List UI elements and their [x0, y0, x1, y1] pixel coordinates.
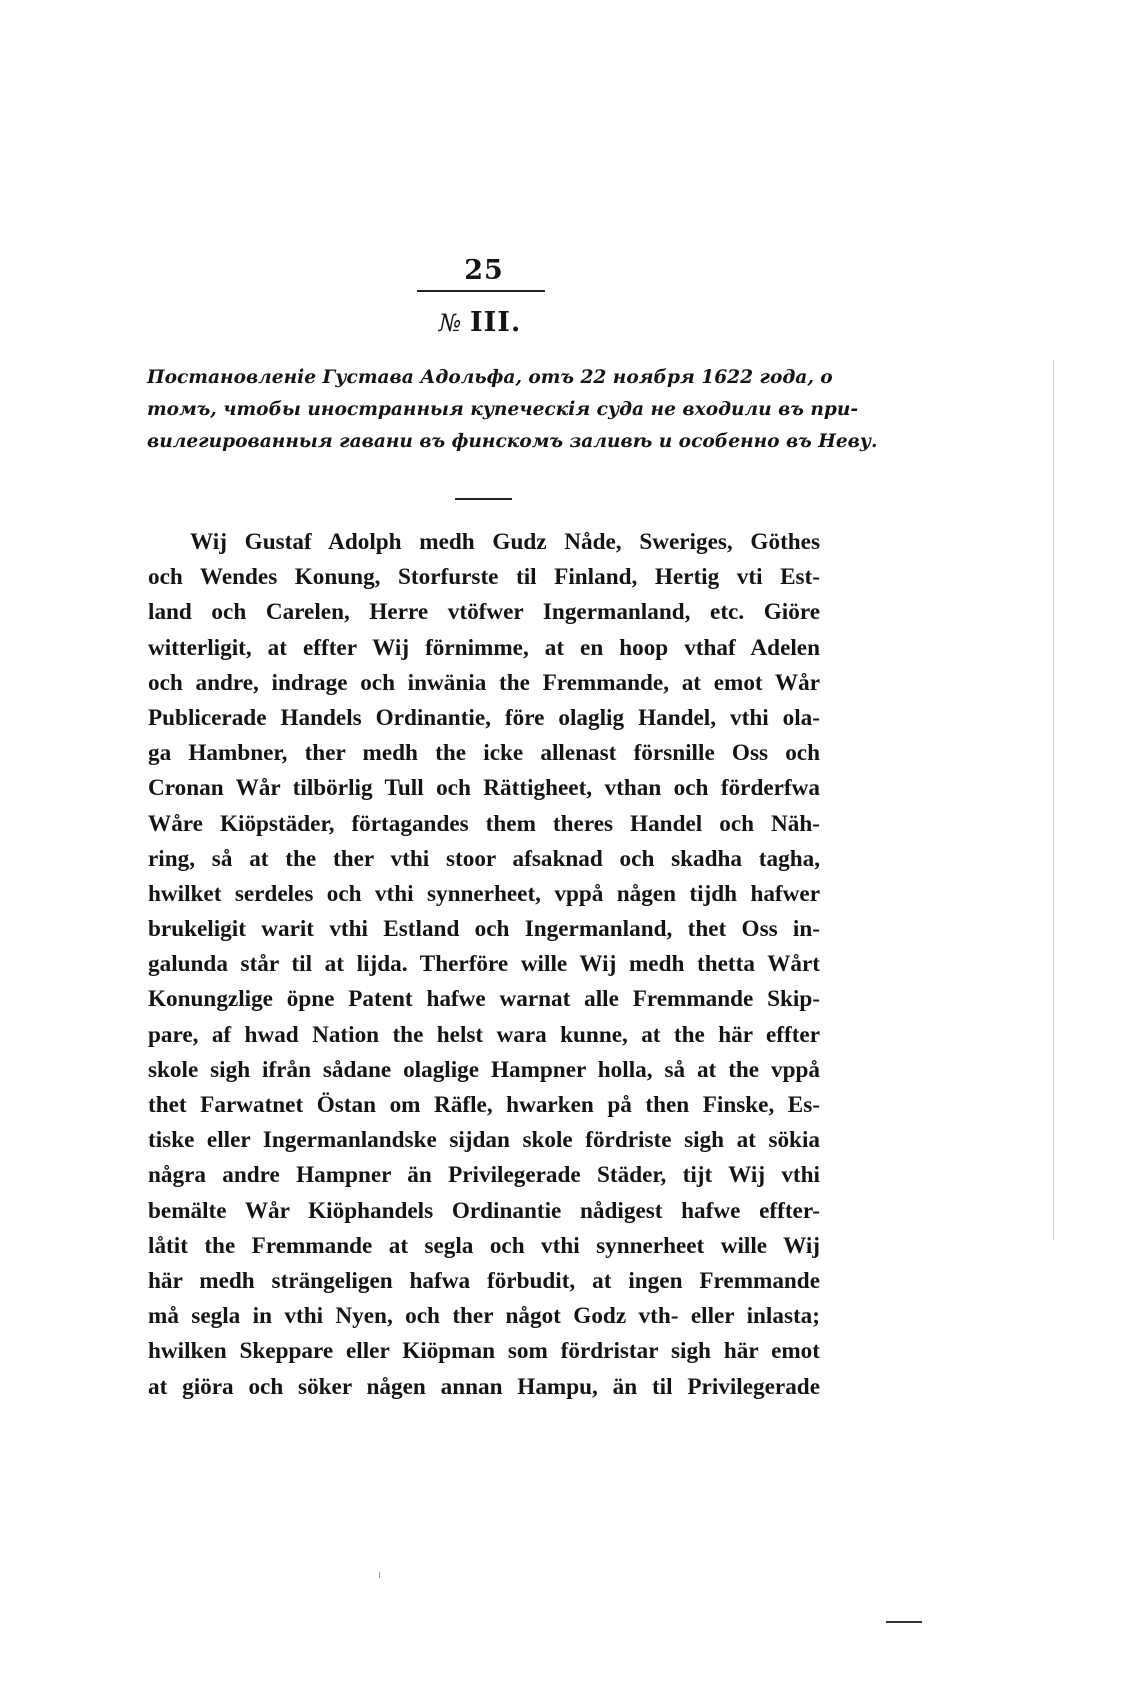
- body-line: at giöra och söker någen annan Hampu, än til Privilegerade: [148, 1373, 820, 1400]
- body-line: pare, af hwad Nation the helst wara kunne, at the här effter: [148, 1021, 820, 1048]
- body-line: Publicerade Handels Ordinantie, före olaglig Handel, vthi ola-: [148, 704, 820, 731]
- body-line: Cronan Wår tilbörlig Tull och Rättigheet, vthan och förderfwa: [148, 775, 820, 802]
- body-line: Konungzlige öpne Patent hafwe warnat alle Fremmande Skip-: [148, 986, 820, 1013]
- page-number: 25: [464, 255, 504, 286]
- body-line: galunda står til at lijda. Therföre wille Wij medh thetta Wårt: [148, 951, 820, 978]
- body-line: Wåre Kiöpstäder, förtagandes them theres Handel och Näh-: [148, 810, 820, 837]
- heading: [147, 362, 878, 458]
- body-line: låtit the Fremmande at segla och vthi synnerheet wille Wij: [148, 1232, 820, 1259]
- page-number-rule: [417, 290, 545, 292]
- heading-line: вилегированныя гавани въ финскомъ заливѣ и особенно въ Неву.: [147, 431, 878, 452]
- numero-sign: №: [438, 309, 462, 337]
- body-line: thet Farwatnet Östan om Räfle, hwarken på then Finske, Es-: [148, 1092, 820, 1118]
- heading-line: Постановленіе Густава Адольфа, отъ 22 ноября 1622 года, о: [147, 367, 833, 388]
- roman-numeral: III.: [470, 307, 522, 338]
- body-line: witterligit, at effter Wij förnimme, at en hoop vthaf Adelen: [148, 634, 820, 661]
- body-line: hwilket serdeles och vthi synnerheet, vppå någen tijdh hafwer: [148, 880, 820, 907]
- body-line: ga Hambner, ther medh the icke allenast försnille Oss och: [148, 740, 820, 767]
- body-line: skole sigh ifrån sådane olaglige Hampner holla, så at the vppå: [148, 1056, 820, 1083]
- body-line: tiske eller Ingermanlandske sijdan skole fördriste sigh at sökia: [148, 1127, 820, 1154]
- heading-line: томъ, чтобы иностранныя купеческія суда не входили въ при-: [147, 399, 859, 420]
- body-line: Wij Gustaf Adolph medh Gudz Nåde, Sweriges, Göthes: [190, 529, 820, 555]
- body-line: några andre Hampner än Privilegerade Städer, tijt Wij vthi: [148, 1162, 820, 1189]
- body-line: och andre, indrage och inwänia the Fremmande, at emot Wår: [148, 669, 820, 696]
- document-number: [400, 306, 560, 340]
- body-line: och Wendes Konung, Storfurste til Finland, Hertig vti Est-: [148, 564, 820, 591]
- corner-mark: [886, 1621, 922, 1623]
- separator-rule: [455, 498, 512, 500]
- body-line: land och Carelen, Herre vtöfwer Ingermanland, etc. Giöre: [148, 599, 820, 626]
- body-line: hwilken Skeppare eller Kiöpman som fördristar sigh här emot: [148, 1338, 820, 1365]
- gutter-line: [1053, 360, 1054, 1240]
- body-line: här medh strängeligen hafwa förbudit, at ingen Fremmande: [148, 1267, 820, 1294]
- body-line: bemälte Wår Kiöphandels Ordinantie nådigest hafwe effter-: [148, 1197, 820, 1224]
- body-text: [148, 525, 820, 1405]
- body-line: ring, så at the ther vthi stoor afsaknad och skadha tagha,: [148, 845, 820, 872]
- body-line: brukeligit warit vthi Estland och Ingermanland, thet Oss in-: [148, 916, 820, 943]
- tick-mark: [379, 1572, 380, 1578]
- body-line: må segla in vthi Nyen, och ther något Godz vth- eller inlasta;: [148, 1303, 820, 1330]
